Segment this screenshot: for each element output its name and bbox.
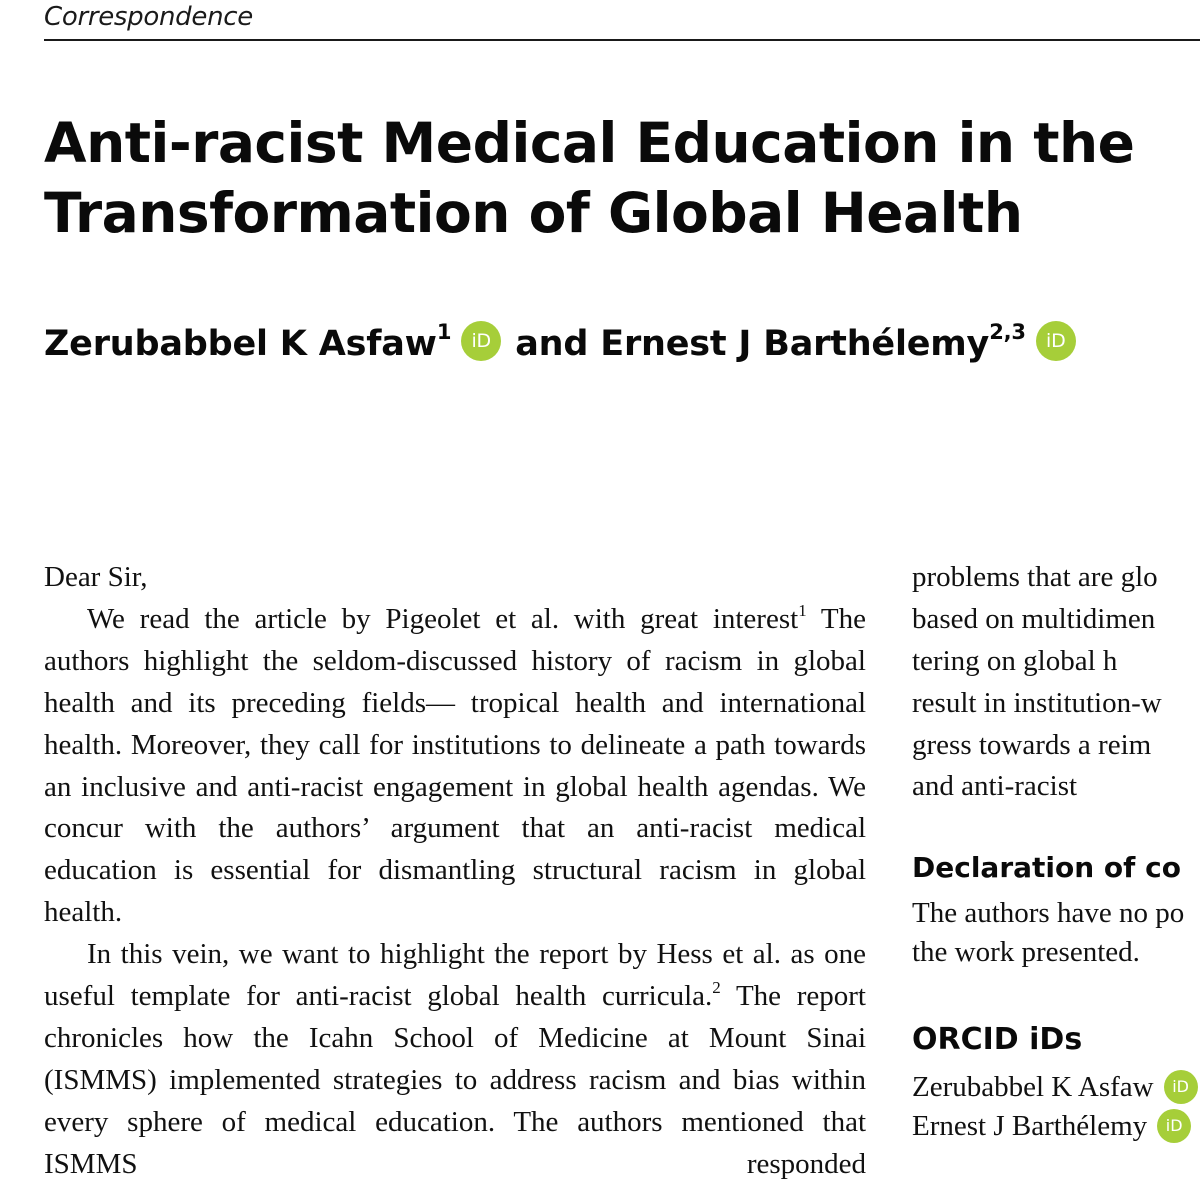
salutation: Dear Sir, <box>44 561 148 593</box>
author-connector: and <box>515 324 589 364</box>
article-title: Anti-racist Medical Education in the Transformation of Global Health <box>44 111 1135 245</box>
right-column-line: based on multidimen <box>912 602 1156 635</box>
body-right-column <box>912 557 1200 1146</box>
paragraph-1-text: We read the article by Pigeolet et al. with great interest <box>87 602 799 635</box>
author-name-1: Zerubabbel K Asfaw <box>44 324 437 364</box>
orcid-heading: ORCID iDs <box>912 1022 1083 1058</box>
right-column-line: and anti-racist <box>912 770 1078 803</box>
orcid-icon[interactable]: iD <box>1157 1109 1191 1143</box>
orcid-entry-2 <box>912 1107 1200 1146</box>
paragraph-1-rest: The authors highlight the seldom-discussed history of racism in global health and its preceding fields— tropical health and international health. Moreover, they call for institutions to delineate a path towards an inclusive and anti-racist engagement in global health agendas. We concur with the authors’ argument that an anti-racist medical education is essential for dismantling structural racism in global health. <box>44 602 867 929</box>
orcid-icon[interactable]: iD <box>461 321 501 361</box>
right-column-line: gress towards a reim <box>912 728 1152 761</box>
paragraph-2-text: In this vein, we want to highlight the report by Hess et al. as one useful template for anti-racist global health curricula. <box>44 938 866 1013</box>
section-label: Correspondence <box>44 2 253 32</box>
right-column-line: problems that are glo <box>912 561 1158 593</box>
author-affiliation-1: 1 <box>436 320 452 344</box>
right-column-line: tering on global h <box>912 644 1118 677</box>
author-line <box>44 318 1076 370</box>
author-affiliation-2: 2,3 <box>989 320 1026 344</box>
header-rule <box>44 39 1200 41</box>
orcid-icon[interactable]: iD <box>1036 321 1076 361</box>
declaration-line: The authors have no po <box>912 897 1185 930</box>
paragraph-2-rest: The report chronicles how the Icahn School of Medicine at Mount Sinai (ISMMS) implemented strategies to address racism and bias within every sphere of medical education. The authors mentioned that ISMMS responded <box>44 980 866 1180</box>
orcid-icon[interactable]: iD <box>1164 1070 1198 1104</box>
orcid-entry-1 <box>912 1068 1200 1107</box>
declaration-line: the work presented. <box>912 936 1140 969</box>
author-name-2: Ernest J Barthélemy <box>600 324 990 364</box>
reference-1[interactable]: 1 <box>798 600 807 620</box>
orcid-name-1: Zerubabbel K Asfaw <box>912 1071 1154 1104</box>
body-paragraph-1 <box>44 599 866 934</box>
declaration-heading: Declaration of co <box>912 851 1181 885</box>
orcid-name-2: Ernest J Barthélemy <box>912 1110 1148 1143</box>
body-left-column <box>44 557 866 1186</box>
reference-2[interactable]: 2 <box>712 978 721 998</box>
right-column-line: result in institution-w <box>912 686 1162 719</box>
body-paragraph-2 <box>44 934 866 1185</box>
